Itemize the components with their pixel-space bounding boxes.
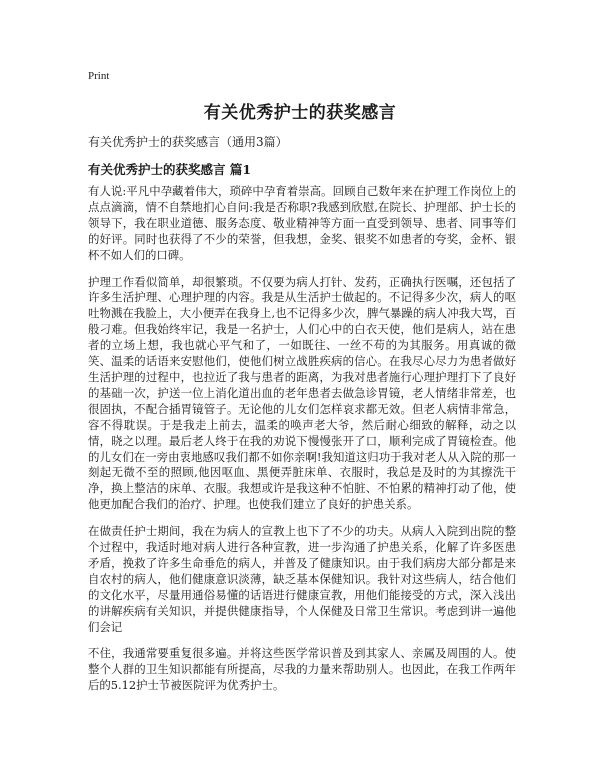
paragraph-2: 护理工作看似简单，却很繁琐。不仅要为病人打针、发药，正确执行医嘱，还包括了许多生活护理、心理护理的内容。我是从生活护士做起的。不记得多少次，病人的呕吐物溅在我脸上，大小便弄在我身上,也不记得多少次，脾气暴躁的病人冲我大骂，百般刁难。但我始终牢记，我是一名护士，人们心中的白衣天使，他们是病人，站在患者的立场上想，我也就心平气和了，一如既往、一丝不苟的为其服务。用真诚的微笑、温柔的话语来安慰他们，使他们树立战胜疾病的信心。在我尽心尽力为患者做好生活护理的过程中，也拉近了我与患者的距离，为我对患者施行心理护理打下了良好的基础一次，护送一位上消化道出血的老年患者去做急诊胃镜，老人情绪非常差，也很固执，不配合插胃镜管子。无论他的儿女们怎样哀求都无效。但老人病情非常急，容不得耽误。于是我走上前去，温柔的唤声老大爷，然后耐心细致的解释，动之以情，晓之以理。最后老人终于在我的劝说下慢慢张开了口，顺利完成了胃镜检查。他的儿女们在一旁由衷地感叹我们都不如你亲啊!我知道这归功于我对老人从入院的那一刻起无微不至的照顾,他因呕血、黑便弄脏床单、衣服时，我总是及时的为其擦洗干净，换上整洁的床单、衣服。我想或许是我这种不怕脏、不怕累的精神打动了他，使他更加配合我们的治疗、护理。也使我们建立了良好的护患关系。 [88, 274, 516, 512]
document-subtitle: 有关优秀护士的获奖感言（通用3篇） [88, 135, 288, 149]
paragraph-3: 在做责任护士期间，我在为病人的宣教上也下了不少的功夫。从病人入院到出院的整个过程中，我适时地对病人进行各种宣教，进一步沟通了护患关系，化解了许多医患矛盾，挽救了许多生命垂危的病人，并普及了健康知识。由于我们病房大部分都是来自农村的病人，他们健康意识淡薄，缺乏基本保健知识。我针对这些病人，结合他们的文化水平，尽量用通俗易懂的话语进行健康宣教，用他们能接受的方式，深入浅出的讲解疾病有关知识，并提供健康指导，个人保健及日常卫生常识。考虑到讲一遍他们会记 [88, 524, 516, 634]
section-heading: 有关优秀护士的获奖感言 篇1 [88, 162, 252, 177]
document-title: 有关优秀护士的获奖感言 [203, 103, 397, 123]
paragraph-1: 有人说:平凡中孕藏着伟大，琐碎中孕育着崇高。回顾自己数年来在护理工作岗位上的点点滴滴，情不自禁地扪心自问:我是否称职?我感到欣慰,在院长、护理部、护士长的领导下，我在职业道德、服务态度、敬业精神等方面一直受到领导、患者、同事等们的好评。同时也获得了不少的荣誉，但我想，金奖、银奖不如患者的夸奖，金杯、银杯不如人们的口碑。 [88, 184, 516, 262]
article-body [88, 184, 516, 705]
print-link[interactable]: Print [88, 70, 110, 82]
paragraph-4: 不住，我通常要重复很多遍。并将这些医学常识普及到其家人、亲属及周围的人。使整个人群的卫生知识都能有所提高，尽我的力量来帮助别人。也因此，在我工作两年后的5.12护士节被医院评为优秀护士。 [88, 646, 516, 693]
